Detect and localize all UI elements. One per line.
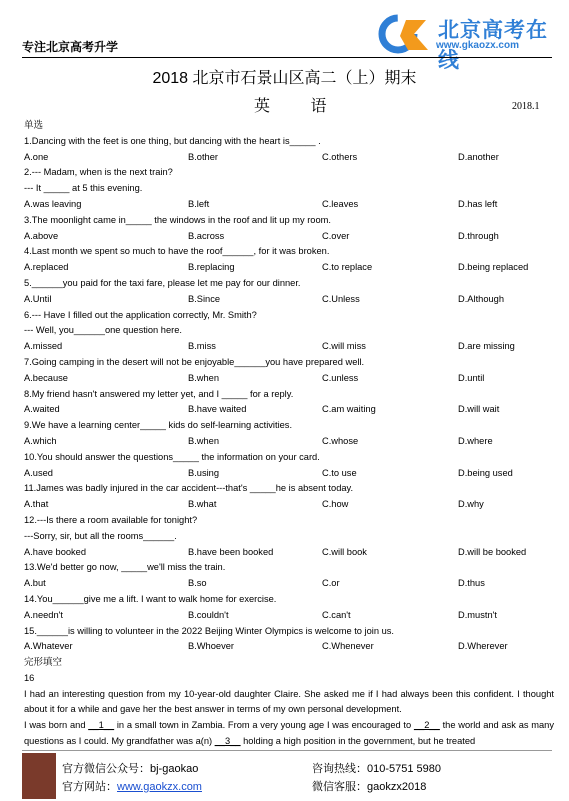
cloze-blank-2: __2__: [413, 720, 440, 731]
question-reply: --- It _____ at 5 this evening.: [24, 183, 143, 194]
logo-url: www.gkaozx.com: [436, 40, 519, 51]
options-row: [24, 466, 554, 482]
option-b: B.miss: [188, 341, 216, 352]
option-c: C.Unless: [322, 293, 360, 304]
options-row: [24, 608, 554, 624]
option-a: A.have booked: [24, 546, 87, 557]
question-stem: 13.We'd better go now, _____we'll miss the train.: [24, 562, 226, 573]
footer-value: bj-gaokao: [150, 763, 199, 775]
option-b: B.when: [188, 435, 220, 446]
footer-value: 010-5751 5980: [367, 763, 442, 775]
option-d: D.until: [458, 372, 485, 383]
option-d: D.Wherever: [458, 641, 508, 652]
option-c: C.will miss: [322, 341, 366, 352]
question-stem: 4.Last month we spent so much to have the roof______, for it was broken.: [24, 246, 330, 257]
exam-content: [24, 118, 554, 750]
options-row: [24, 150, 554, 166]
option-b: B.other: [188, 151, 218, 162]
option-d: D.mustn't: [458, 609, 497, 620]
option-a: A.missed: [24, 341, 63, 352]
cloze-text: I was born and: [24, 720, 89, 731]
option-a: A.that: [24, 499, 49, 510]
option-a: A.needn't: [24, 609, 63, 620]
option-d: D.Although: [458, 293, 504, 304]
question-stem: 11.James was badly injured in the car accident---that's _____he is absent today.: [24, 483, 354, 494]
option-d: D.why: [458, 499, 484, 510]
option-b: B.using: [188, 467, 220, 478]
cloze-paragraph-2: [24, 718, 554, 750]
section-heading-cloze: 完形填空: [24, 657, 63, 669]
option-d: D.will wait: [458, 404, 500, 415]
option-d: D.are missing: [458, 341, 515, 352]
option-a: A.Until: [24, 293, 52, 304]
option-c: C.whose: [322, 435, 359, 446]
footer-label: 官方微信公众号：: [62, 763, 150, 775]
option-b: B.what: [188, 499, 217, 510]
question-stem: 5.______you paid for the taxi fare, please let me pay for our dinner.: [24, 277, 301, 288]
option-c: C.over: [322, 230, 350, 241]
question-item: [24, 624, 554, 656]
options-row: [24, 402, 554, 418]
question-stem: 2.--- Madam, when is the next train?: [24, 167, 173, 178]
footer-label: 咨询热线：: [312, 763, 367, 775]
question-stem: 8.My friend hasn't answered my letter yet, and I _____ for a reply.: [24, 388, 294, 399]
question-stem: 1.Dancing with the feet is one thing, but dancing with the heart is_____ .: [24, 135, 321, 146]
options-row: [24, 339, 554, 355]
cloze-paragraph-1: I had an interesting question from my 10-year-old daughter Claire. She asked me if I had always been this confident. I thought about it for a while and gave her the best answer in terms of my own personal development.: [24, 688, 554, 715]
options-row: [24, 292, 554, 308]
option-b: B.replacing: [188, 262, 235, 273]
footer-label: 微信客服：: [312, 781, 367, 793]
options-row: [24, 434, 554, 450]
option-c: C.others: [322, 151, 358, 162]
header-slogan: 专注北京高考升学: [22, 40, 119, 54]
question-item: [24, 276, 554, 308]
option-c: C.or: [322, 578, 340, 589]
options-row: [24, 229, 554, 245]
question-item: [24, 355, 554, 387]
options-row: [24, 260, 554, 276]
question-item: [24, 387, 554, 419]
question-stem: 3.The moonlight came in_____ the windows in the roof and lit up my room.: [24, 214, 331, 225]
question-reply: ---Sorry, sir, but all the rooms______.: [24, 530, 177, 541]
question-item: [24, 134, 554, 166]
question-stem: 6.--- Have I filled out the application correctly, Mr. Smith?: [24, 309, 257, 320]
question-item: [24, 450, 554, 482]
question-reply: --- Well, you______one question here.: [24, 325, 182, 336]
question-list: [24, 134, 554, 655]
question-item: [24, 213, 554, 245]
question-stem: 10.You should answer the questions_____ the information on your card.: [24, 451, 320, 462]
header-divider: [22, 57, 552, 58]
option-a: A.Whatever: [24, 641, 73, 652]
options-row: [24, 371, 554, 387]
question-stem: 9.We have a learning center_____ kids do self-learning activities.: [24, 420, 293, 431]
option-d: D.will be booked: [458, 546, 527, 557]
question-item: [24, 244, 554, 276]
footer-value: gaokzx2018: [367, 781, 427, 793]
option-d: D.being used: [458, 467, 513, 478]
option-c: C.to use: [322, 467, 357, 478]
question-stem: 14.You______give me a lift. I want to walk home for exercise.: [24, 593, 277, 604]
subject-title: 英 语: [254, 98, 345, 115]
question-item: [24, 308, 554, 355]
option-c: C.how: [322, 499, 349, 510]
cloze-text: in a small town in Zambia. From a very young age I was encouraged to: [114, 720, 414, 731]
footer-hotline: [312, 760, 441, 776]
question-stem: 12.---Is there a room available for tonight?: [24, 514, 198, 525]
option-b: B.when: [188, 372, 220, 383]
option-b: B.Since: [188, 293, 221, 304]
logo-text: 北京高考在线: [438, 19, 548, 72]
footer-website-link[interactable]: www.gaokzx.com: [117, 781, 202, 793]
option-b: B.so: [188, 578, 207, 589]
options-row: [24, 497, 554, 513]
option-c: C.will book: [322, 546, 367, 557]
cloze-blank-3: __3__: [214, 736, 241, 747]
option-d: D.another: [458, 151, 499, 162]
option-b: B.couldn't: [188, 609, 229, 620]
option-c: C.am waiting: [322, 404, 376, 415]
option-a: A.because: [24, 372, 68, 383]
option-c: C.Whenever: [322, 641, 374, 652]
option-a: A.one: [24, 151, 49, 162]
option-a: A.which: [24, 435, 57, 446]
question-item: [24, 165, 554, 212]
option-c: C.to replace: [322, 262, 373, 273]
option-a: A.was leaving: [24, 198, 82, 209]
option-a: A.used: [24, 467, 53, 478]
options-row: [24, 197, 554, 213]
option-a: A.but: [24, 578, 46, 589]
option-a: A.replaced: [24, 262, 69, 273]
options-row: [24, 639, 554, 655]
footer-label: 官方网站：: [62, 781, 117, 793]
option-b: B.have been booked: [188, 546, 274, 557]
cloze-blank-1: __1__: [88, 720, 115, 731]
option-d: D.thus: [458, 578, 485, 589]
option-d: D.being replaced: [458, 262, 529, 273]
section-heading-single-choice: 单选: [24, 120, 44, 131]
footer: [22, 750, 552, 801]
question-item: [24, 592, 554, 624]
cloze-text: the world and ask as many questions as I could. My grandfather was a(n): [24, 720, 554, 747]
option-d: D.where: [458, 435, 493, 446]
footer-service: [312, 778, 426, 794]
footer-accent-bar: [22, 753, 56, 799]
question-item: [24, 560, 554, 592]
option-a: A.above: [24, 230, 59, 241]
option-d: D.has left: [458, 198, 498, 209]
options-row: [24, 545, 554, 561]
option-c: C.can't: [322, 609, 351, 620]
question-item: [24, 418, 554, 450]
option-c: C.leaves: [322, 198, 359, 209]
cloze-text: holding a high position in the government, but he treated: [240, 736, 476, 747]
option-b: B.Whoever: [188, 641, 234, 652]
question-item: [24, 481, 554, 513]
footer-website: [62, 778, 202, 794]
option-b: B.across: [188, 230, 225, 241]
options-row: [24, 576, 554, 592]
option-c: C.unless: [322, 372, 359, 383]
option-d: D.through: [458, 230, 499, 241]
footer-wechat: [62, 760, 198, 776]
page-title: 2018 北京市石景山区高二（上）期末: [152, 70, 417, 87]
option-b: B.have waited: [188, 404, 247, 415]
question-stem: 7.Going camping in the desert will not be enjoyable______you have prepared well.: [24, 356, 365, 367]
option-b: B.left: [188, 198, 210, 209]
exam-date: 2018.1: [512, 101, 540, 112]
cloze-number: 16: [24, 672, 35, 683]
option-a: A.waited: [24, 404, 60, 415]
question-stem: 15.______is willing to volunteer in the 2022 Beijing Winter Olympics is welcome to join us.: [24, 625, 394, 636]
question-item: [24, 513, 554, 560]
